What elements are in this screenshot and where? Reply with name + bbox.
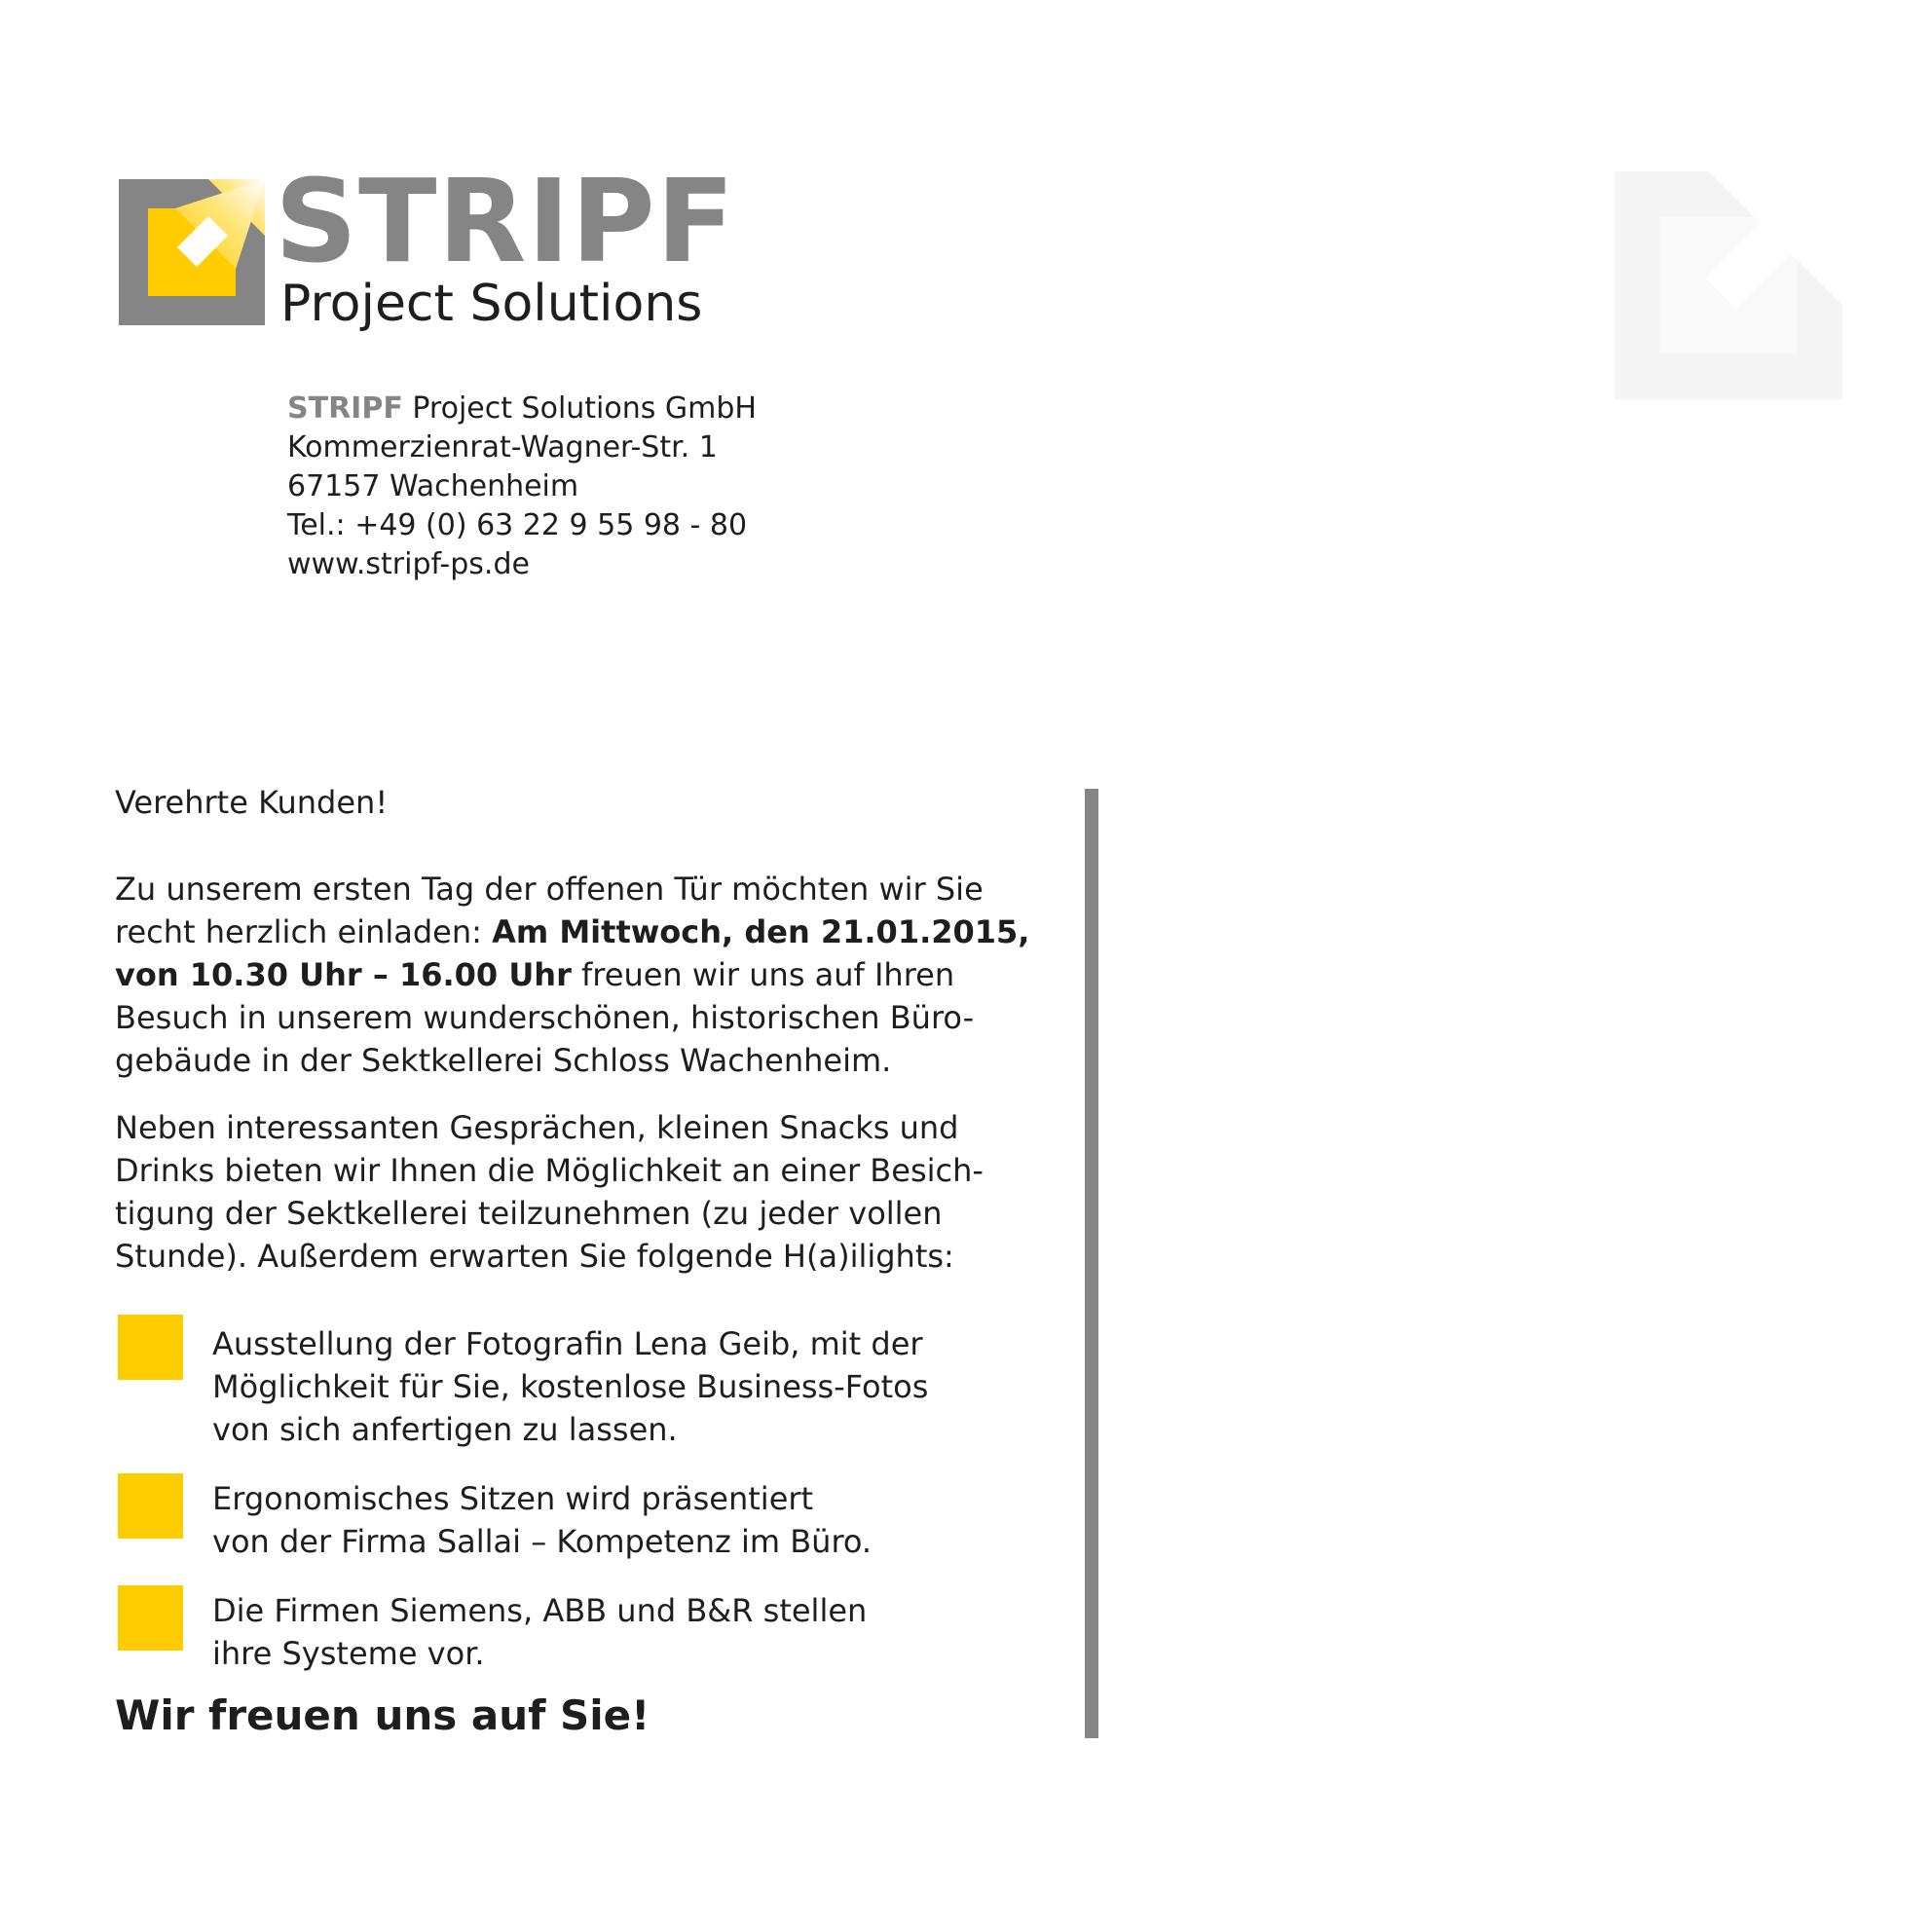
highlight-item <box>212 1589 867 1675</box>
para1-line: Zu unserem ersten Tag der offenen Tür möchten wir Sie <box>115 871 984 908</box>
highlight-line: ihre Systeme vor. <box>212 1635 485 1672</box>
para1-text: recht herzlich einladen: <box>115 913 493 950</box>
para2-line: tigung der Sektkellerei teilzunehmen (zu jeder vollen <box>115 1195 943 1232</box>
highlight-item <box>212 1477 872 1563</box>
company-brand: STRIPF <box>287 391 403 426</box>
para2-line: Drinks bieten wir Ihnen die Möglichkeit an einer Besich- <box>115 1152 984 1189</box>
phone: Tel.: +49 (0) 63 22 9 55 98 - 80 <box>287 508 748 542</box>
para2-line: Stunde). Außerdem erwarten Sie folgende H(a)ilights: <box>115 1238 954 1275</box>
para1-line: gebäude in der Sektkellerei Schloss Wachenheim. <box>115 1042 892 1079</box>
company-rest: Project Solutions GmbH <box>402 391 757 426</box>
para1-text: freuen wir uns auf Ihren <box>571 956 955 993</box>
greeting: Verehrte Kunden! <box>115 784 389 821</box>
closing-line: Wir freuen uns auf Sie! <box>115 1691 650 1739</box>
para1-line <box>115 910 1030 953</box>
bullet-square-icon <box>118 1473 183 1539</box>
city: 67157 Wachenheim <box>287 469 579 503</box>
website-link[interactable]: www.stripf-ps.de <box>287 547 530 581</box>
brand-subtitle: Project Solutions <box>280 275 703 333</box>
bullet-square-icon <box>118 1315 183 1380</box>
event-time: von 10.30 Uhr – 16.00 Uhr <box>115 956 572 993</box>
details-paragraph <box>115 1106 1011 1278</box>
highlight-line: Die Firmen Siemens, ABB und B&R stellen <box>212 1592 868 1629</box>
highlight-item <box>212 1322 928 1451</box>
para2-line: Neben interessanten Gesprächen, kleinen Snacks und <box>115 1109 959 1146</box>
company-line <box>287 390 757 428</box>
highlight-line: Ergonomisches Sitzen wird präsentiert <box>212 1480 814 1517</box>
logo-icon <box>119 179 265 325</box>
street: Kommerzienrat-Wagner-Str. 1 <box>287 430 718 464</box>
highlight-line: von sich anfertigen zu lassen. <box>212 1411 678 1448</box>
highlight-line: von der Firma Sallai – Kompetenz im Büro. <box>212 1523 873 1560</box>
para1-line <box>115 953 1011 996</box>
bullet-square-icon <box>118 1585 183 1651</box>
invitation-paragraph <box>115 868 1030 1082</box>
para1-line: Besuch in unserem wunderschönen, historischen Büro- <box>115 999 975 1036</box>
address-block <box>287 390 757 584</box>
highlight-line: Möglichkeit für Sie, kostenlose Business-Fotos <box>212 1368 929 1405</box>
watermark-logo-icon <box>1615 171 1842 399</box>
highlight-line: Ausstellung der Fotografin Lena Geib, mit der <box>212 1325 923 1362</box>
vertical-divider <box>1085 789 1098 1738</box>
brand-name: STRIPF <box>275 154 736 288</box>
event-date: Am Mittwoch, den 21.01.2015, <box>492 913 1030 950</box>
